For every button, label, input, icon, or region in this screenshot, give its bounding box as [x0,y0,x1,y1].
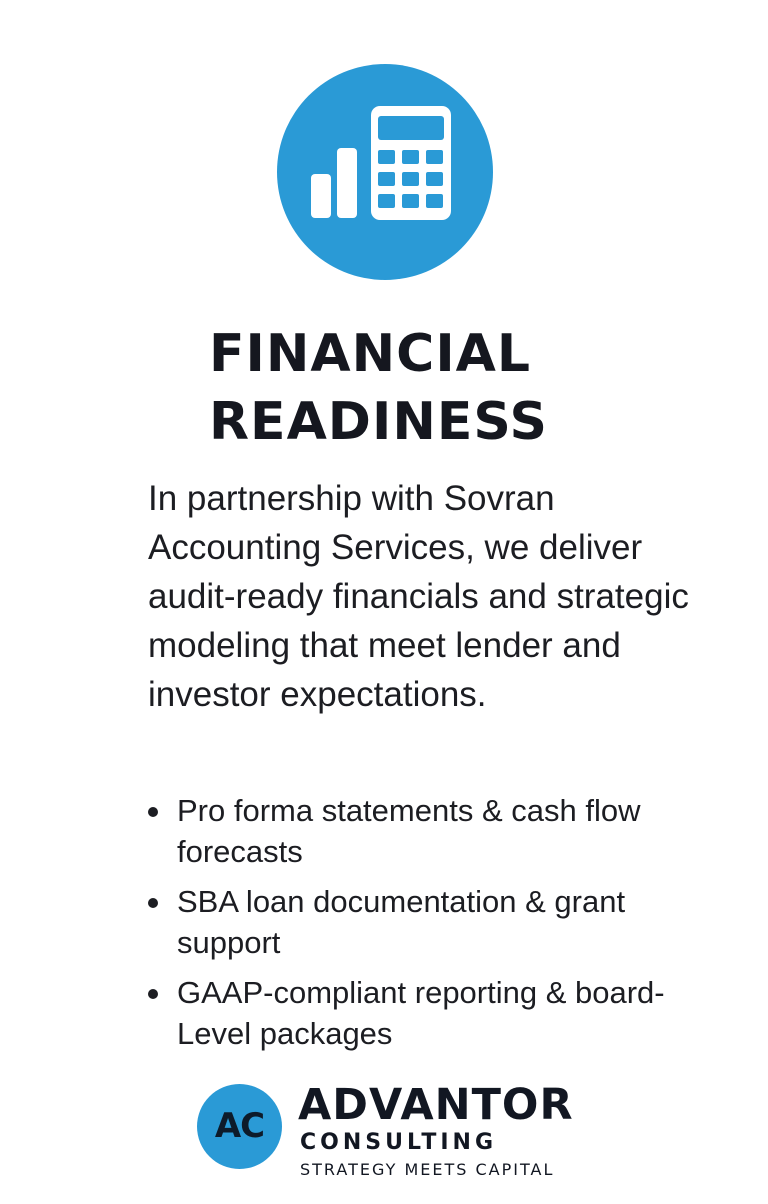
list-item [148,972,708,1054]
logo-tagline: STRATEGY MEETS CAPITAL [300,1160,555,1179]
calculator-bar-chart-icon [277,64,493,280]
bullet-icon [148,898,158,908]
company-logo [197,1080,597,1190]
list-item-text: Pro forma statements & cash flow forecasts [177,793,641,869]
list-item [148,881,708,963]
page-title [209,320,629,456]
logo-mark-icon: AC [197,1084,282,1169]
bullet-icon [148,807,158,817]
logo-name: ADVANTOR [298,1080,574,1130]
intro-paragraph: In partnership with Sovran Accounting Services, we deliver audit-ready financials and strategic modeling that meet lender and investor expectations. [148,479,689,714]
list-item-text: GAAP-compliant reporting & board-Level packages [177,975,665,1051]
list-item-text: SBA loan documentation & grant support [177,884,626,960]
title-line-2: READINESS [209,392,548,452]
title-line-1: FINANCIAL [209,324,532,384]
calculator-icon [277,64,493,280]
bullet-icon [148,989,158,999]
list-item [148,790,708,872]
service-list [148,790,708,1063]
logo-subtitle: CONSULTING [300,1130,498,1155]
